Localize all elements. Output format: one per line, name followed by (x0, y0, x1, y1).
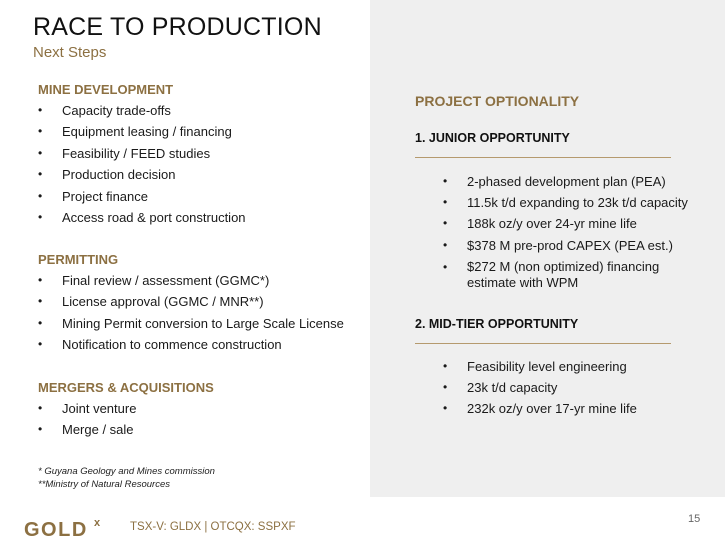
bullet-icon: • (38, 167, 43, 182)
bullet-icon: • (443, 401, 448, 416)
list-item: • $272 M (non optimized) financing estimate with WPM (443, 258, 660, 290)
bullet-icon: • (443, 359, 448, 373)
bullet-icon: • (38, 188, 43, 203)
bullet-icon: • (38, 401, 43, 415)
mergers-list (38, 398, 136, 441)
list-item: • License approval (GGMC / MNR**) (38, 291, 344, 312)
list-item: • Feasibility / FEED studies (38, 143, 246, 164)
list-item: • Merge / sale (38, 419, 136, 440)
mine-development-list (38, 100, 246, 228)
list-item: • 23k t/d capacity (443, 377, 637, 398)
mid-tier-opportunity-title: 2. MID-TIER OPPORTUNITY (415, 317, 579, 331)
page-number: 15 (688, 513, 701, 525)
list-item: • 11.5k t/d expanding to 23k t/d capacity (443, 192, 688, 213)
footnote-mnr: **Ministry of Natural Resources (38, 479, 170, 490)
svg-text:x: x (94, 517, 101, 529)
section-heading-mine-development: MINE DEVELOPMENT (38, 82, 174, 97)
list-item: • Access road & port construction (38, 207, 246, 228)
list-item: • Project finance (38, 186, 246, 207)
bullet-icon: • (443, 216, 448, 231)
list-item: • Joint venture (38, 398, 136, 419)
ticker-symbols: TSX-V: GLDX | OTCQX: SSPXF (130, 521, 296, 533)
bullet-icon: • (38, 337, 43, 352)
section-heading-mergers-acquisitions: MERGERS & ACQUISITIONS (38, 380, 214, 395)
project-optionality-heading: PROJECT OPTIONALITY (415, 93, 580, 109)
page-subtitle: Next Steps (33, 44, 107, 61)
bullet-icon: • (443, 174, 448, 188)
svg-text:GOLD: GOLD (24, 519, 88, 540)
section-heading-permitting: PERMITTING (38, 252, 119, 267)
bullet-icon: • (38, 210, 43, 225)
divider (415, 343, 671, 344)
list-item: • Production decision (38, 164, 246, 185)
bullet-icon: • (38, 103, 43, 117)
divider (415, 157, 671, 158)
bullet-icon: • (38, 273, 43, 287)
bullet-icon: • (38, 145, 43, 160)
list-item: • Capacity trade-offs (38, 100, 246, 121)
list-item: • Final review / assessment (GGMC*) (38, 270, 344, 291)
list-item: • 188k oz/y over 24-yr mine life (443, 213, 688, 234)
list-item: • $378 M pre-prod CAPEX (PEA est.) (443, 235, 688, 256)
footnote-ggmc: * Guyana Geology and Mines commission (38, 466, 215, 477)
bullet-icon: • (38, 315, 43, 330)
bullet-icon: • (443, 380, 448, 395)
list-item: • Mining Permit conversion to Large Scale License (38, 313, 344, 334)
bullet-icon: • (38, 124, 43, 139)
permitting-list (38, 270, 344, 356)
list-item: • 232k oz/y over 17-yr mine life (443, 398, 637, 419)
junior-opportunity-title: 1. JUNIOR OPPORTUNITY (415, 131, 570, 145)
footnotes (38, 465, 215, 491)
list-item: • 2-phased development plan (PEA) (443, 171, 688, 192)
list-item: • Equipment leasing / financing (38, 121, 246, 142)
list-item: • Notification to commence construction (38, 334, 344, 355)
goldx-logo (24, 514, 106, 540)
list-item: • Feasibility level engineering (443, 356, 637, 377)
mid-tier-opportunity-list (443, 356, 637, 420)
junior-opportunity-list (443, 171, 688, 293)
bullet-icon: • (443, 237, 448, 252)
bullet-icon: • (38, 294, 43, 309)
page-title: RACE TO PRODUCTION (33, 13, 322, 41)
bullet-icon: • (38, 422, 43, 437)
bullet-icon: • (443, 195, 448, 210)
bullet-icon: • (443, 259, 448, 274)
